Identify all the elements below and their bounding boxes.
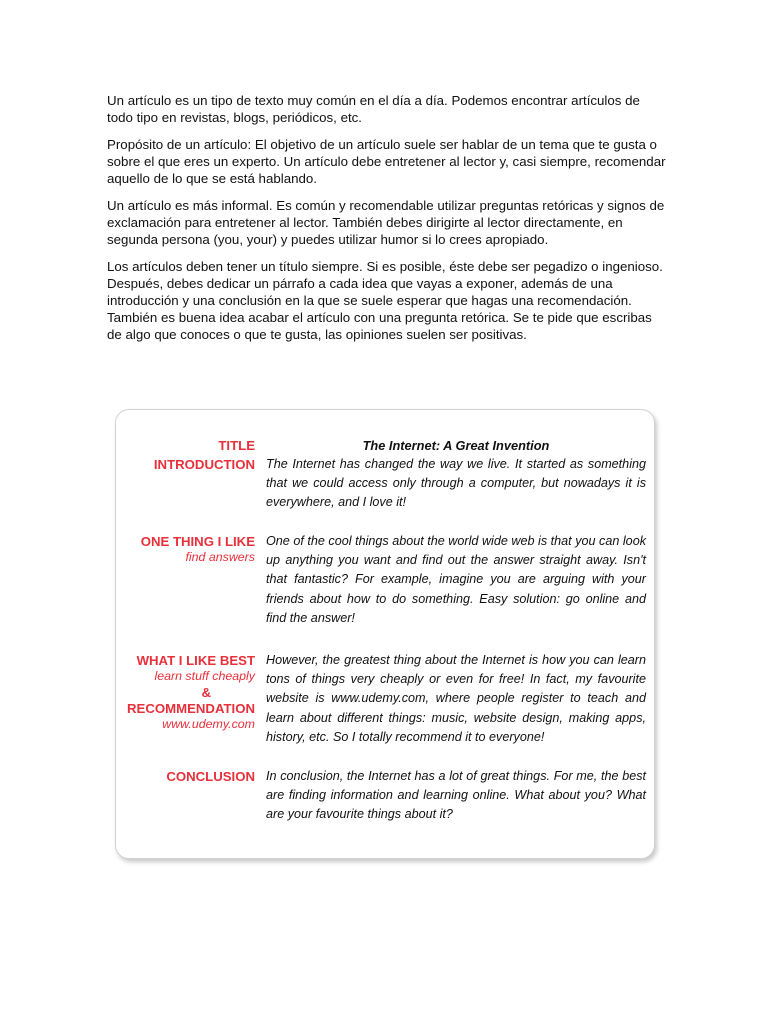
one-thing-i-like-label [116,532,255,567]
article-title: The Internet: A Great Invention [362,438,550,453]
intro-paragraph-2: Propósito de un artículo: El objetivo de un artículo suele ser hablar de un tema que te gusta o sobre el que eres un experto. Un artículo debe entretener al lector y, casi siempre, recomendar aquello de lo que se está hablando. [107,137,666,186]
title-label: TITLE [218,438,255,453]
one-thing-i-like-text: One of the cool things about the world wide web is that you can look up anything you want and find out the answer straight away. Isn't that fantastic? For example, imagine you are arguing with your friends about how to do something. Easy solution: go online and find the answer! [266,534,646,625]
intro-paragraph-4: Los artículos deben tener un título siempre. Si es posible, éste debe ser pegadizo o ingenioso. Después, debes dedicar un párrafo a cada idea que vayas a exponer, además de una introducción y una conclusión en la que se suele esperar que hagas una recomendación. También es buena idea acabar el artículo con una pregunta retórica. Se te pide que escribas de algo que conoces o que te gusta, las opiniones suelen ser positivas. [107,259,663,342]
conclusion-label: CONCLUSION [166,769,255,784]
recommendation-heading: RECOMMENDATION [127,701,255,716]
example-article-card [115,409,655,859]
udemy-note: www.udemy.com [162,717,255,731]
intro-paragraph-1: Un artículo es un tipo de texto muy común en el día a día. Podemos encontrar artículos de todo tipo en revistas, blogs, periódicos, etc. [107,93,640,125]
what-i-like-best-label [116,651,255,734]
conclusion-text: In conclusion, the Internet has a lot of great things. For me, the best are finding information and learning online. What about you? What are your favourite things about it? [266,769,646,822]
what-i-like-best-text: However, the greatest thing about the Internet is how you can learn tons of things very cheaply or even for free! In fact, my favourite website is www.udemy.com, where people register to teach and learn about different things: music, website design, making apps, history, etc. So I totally recommend it to everyone! [266,653,646,744]
introduction-text: The Internet has changed the way we live. It started as something that we could access only through a computer, but nowadays it is everywhere, and I love it! [266,457,646,510]
ampersand: & [201,685,211,700]
find-answers-note: find answers [185,550,255,564]
what-i-like-best-heading: WHAT I LIKE BEST [136,653,255,668]
learn-stuff-cheaply-note: learn stuff cheaply [154,669,255,683]
one-thing-i-like-heading: ONE THING I LIKE [140,534,255,549]
intro-paragraph-3: Un artículo es más informal. Es común y recomendable utilizar preguntas retóricas y signos de exclamación para entretener al lector. También debes dirigirte al lector directamente, en segunda persona (you, your) y puedes utilizar humor si lo crees apropiado. [107,198,665,247]
intro-text [107,92,667,353]
introduction-label: INTRODUCTION [153,457,255,472]
